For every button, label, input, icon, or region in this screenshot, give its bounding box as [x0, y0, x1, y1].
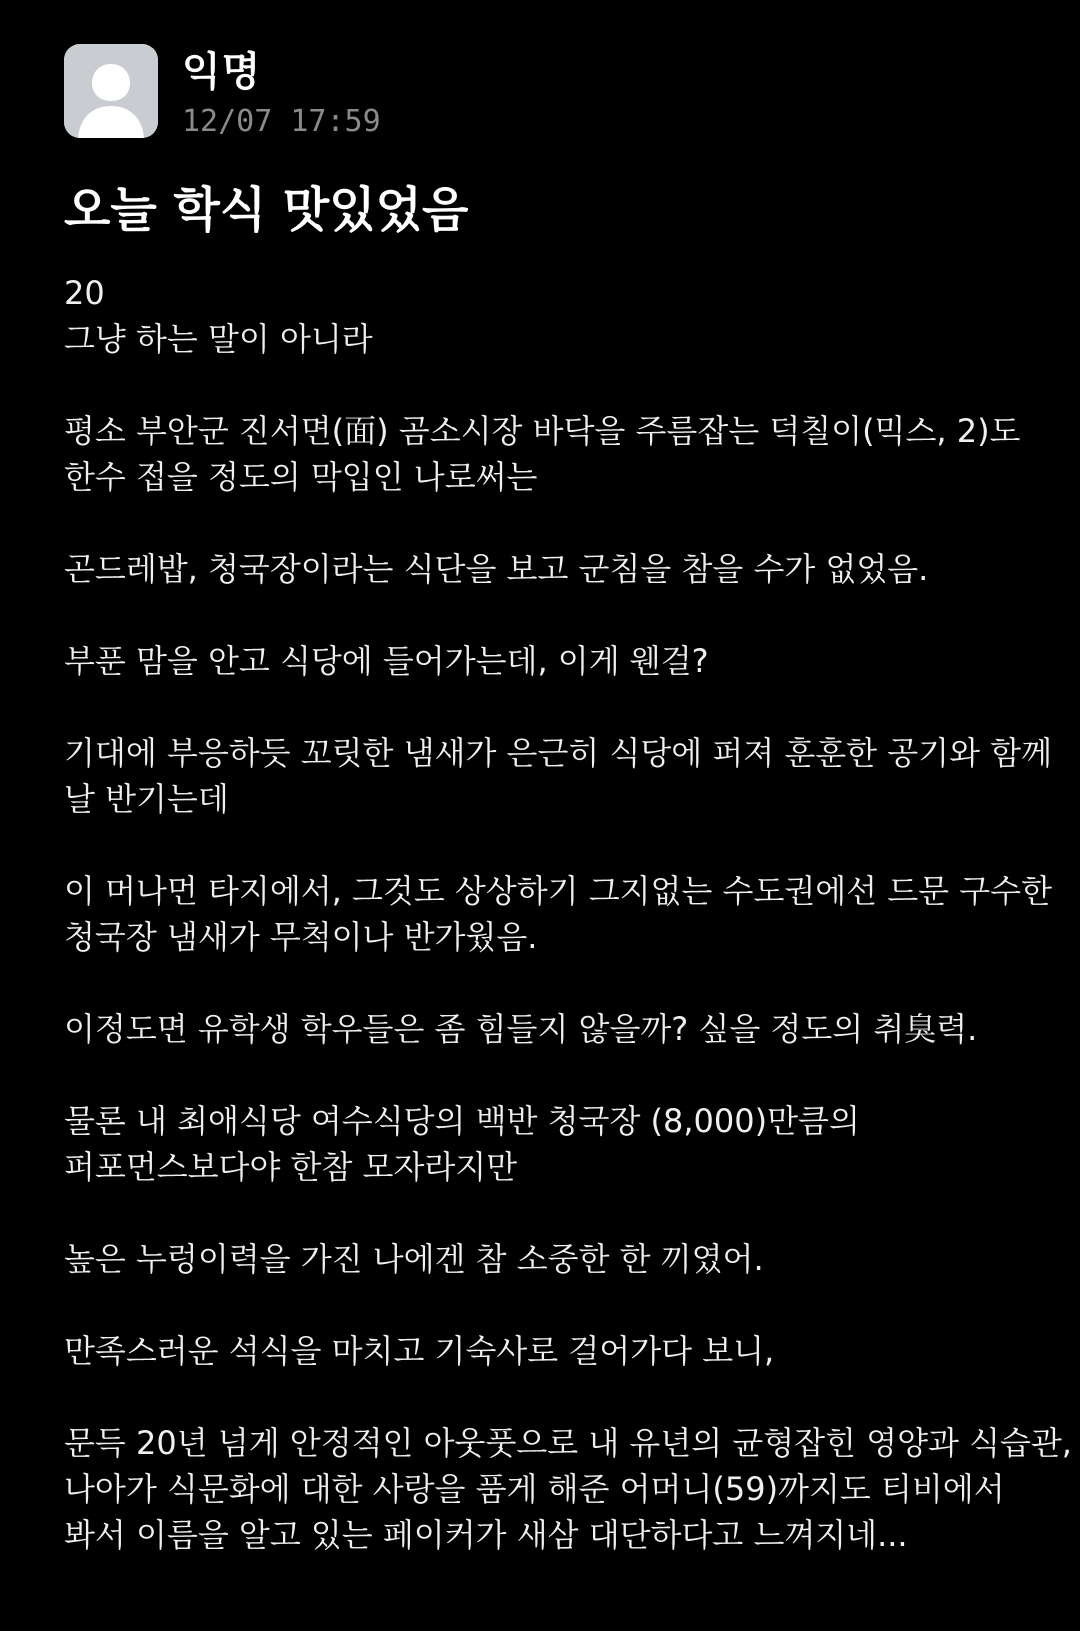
body-line: 높은 누렁이력을 가진 나에겐 참 소중한 한 끼였어.	[64, 1240, 764, 1278]
body-blank-line	[64, 822, 1024, 868]
body-line: 청국장 냄새가 무척이나 반가웠음.	[64, 918, 538, 956]
body-blank-line	[64, 960, 1024, 1006]
body-blank-line	[64, 362, 1024, 408]
avatar[interactable]	[64, 44, 158, 138]
default-profile-avatar-icon	[64, 44, 158, 138]
body-blank-line	[64, 1052, 1024, 1098]
post-title: 오늘 학식 맛있었음	[64, 182, 469, 238]
body-blank-line	[64, 1190, 1024, 1236]
post-header	[64, 44, 381, 140]
body-line: 날 반기는데	[64, 780, 229, 818]
body-line: 이정도면 유학생 학우들은 좀 힘들지 않을까? 싶을 정도의 취臭력.	[64, 1010, 978, 1048]
body-line: 20	[64, 274, 105, 312]
body-line: 한수 접을 정도의 막입인 나로써는	[64, 458, 538, 496]
body-line: 만족스러운 석식을 마치고 기숙사로 걸어가다 보니,	[64, 1332, 775, 1370]
body-line: 이 머나먼 타지에서, 그것도 상상하기 그지없는 수도권에선 드문 구수한	[64, 872, 1052, 910]
body-line: 그냥 하는 말이 아니라	[64, 320, 373, 358]
body-line: 나아가 식문화에 대한 사랑을 품게 해준 어머니(59)까지도 티비에서	[64, 1470, 1005, 1508]
body-blank-line	[64, 684, 1024, 730]
body-blank-line	[64, 1374, 1024, 1420]
body-blank-line	[64, 592, 1024, 638]
body-blank-line	[64, 1282, 1024, 1328]
body-line: 문득 20년 넘게 안정적인 아웃풋으로 내 유년의 균형잡힌 영양과 식습관,	[64, 1424, 1072, 1462]
body-line: 평소 부안군 진서면(面) 곰소시장 바닥을 주름잡는 덕칠이(믹스, 2)도	[64, 412, 1021, 450]
body-line: 부푼 맘을 안고 식당에 들어가는데, 이게 웬걸?	[64, 642, 709, 680]
body-line: 물론 내 최애식당 여수식당의 백반 청국장 (8,000)만큼의	[64, 1102, 860, 1140]
post-body	[64, 270, 1072, 1558]
body-line: 봐서 이름을 알고 있는 페이커가 새삼 대단하다고 느껴지네...	[64, 1516, 908, 1554]
post-meta	[182, 44, 381, 140]
author-name: 익명	[182, 49, 262, 95]
post-timestamp: 12/07 17:59	[182, 104, 381, 139]
body-line: 곤드레밥, 청국장이라는 식단을 보고 군침을 참을 수가 없었음.	[64, 550, 929, 588]
body-blank-line	[64, 500, 1024, 546]
body-line: 퍼포먼스보다야 한참 모자라지만	[64, 1148, 518, 1186]
body-line: 기대에 부응하듯 꼬릿한 냄새가 은근히 식당에 퍼져 훈훈한 공기와 함께	[64, 734, 1052, 772]
